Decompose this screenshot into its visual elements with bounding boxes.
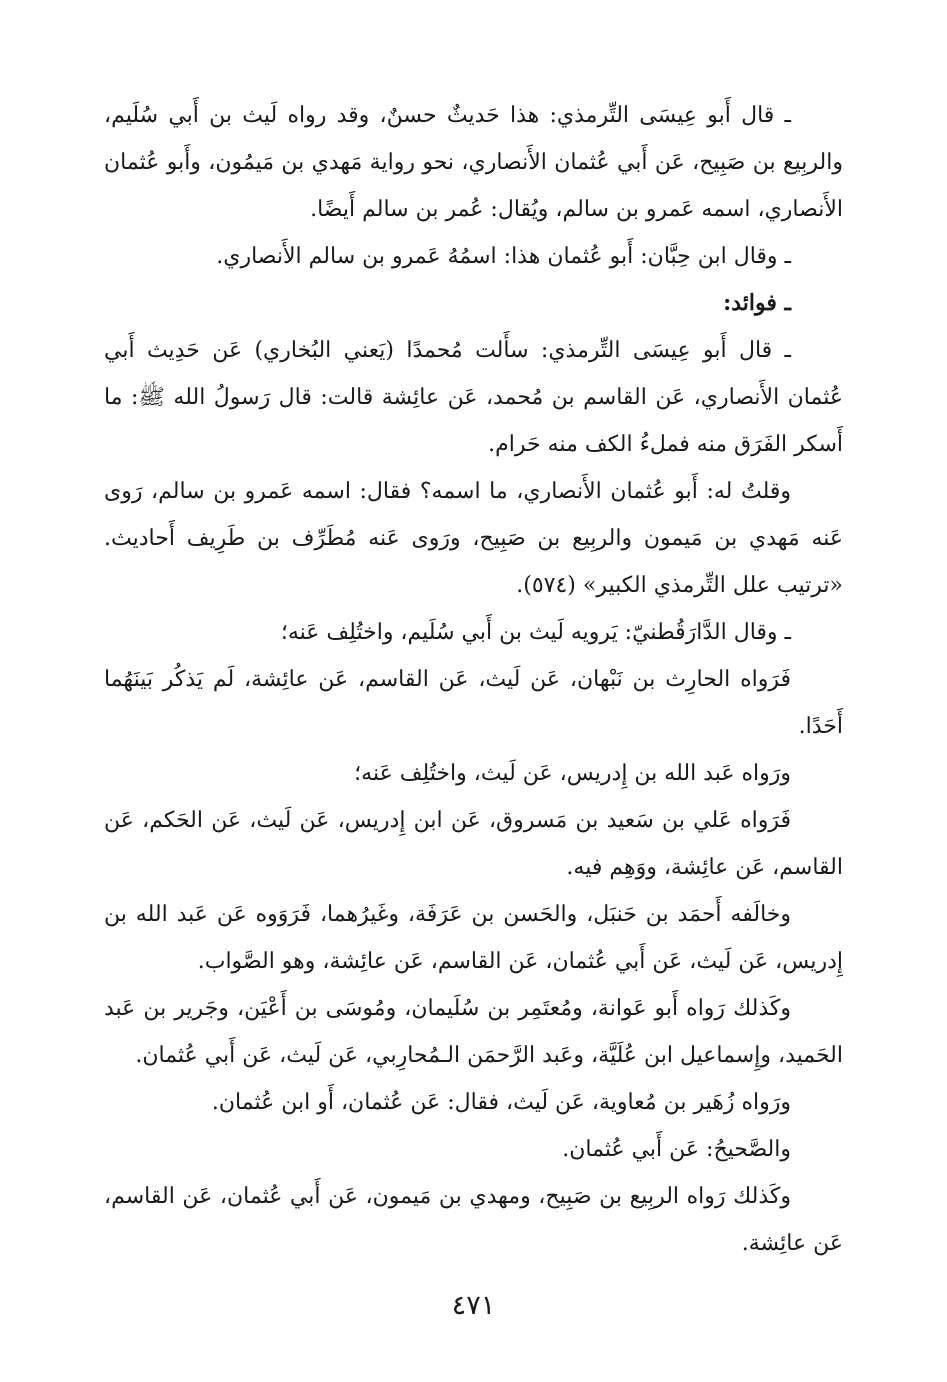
paragraph-ahmad-dissent: وخالَفه أَحمَد بن حَنبَل، والحَسن بن عَرَفَة، وغَيرُهما، فَرَوَوه عَن عَبد الله بن إِدريس، عَن لَيث، عَن أَبي عُثمان، عَن القاسم، عَن عائِشة، وهو الصَّواب. xyxy=(104,902,843,974)
paragraph-daraqutni: ـ وقال الدَّارَقُطنيّ: يَرويه لَيث بن أَبي سُلَيم، واختُلِف عَنه؛ xyxy=(280,620,791,645)
paragraph-abu-awana: وكَذلك رَواه أَبو عَوانة، ومُعتَمِر بن سُلَيمان، ومُوسَى بن أَعْيَن، وجَرير بن عَبد الحَميد، وإِسماعيل ابن عُلَيَّة، وعَبد الرَّحمَن الـمُحارِبي، عَن لَيث، عَن أَبي عُثمان. xyxy=(104,996,843,1068)
paragraph-sahih: والصَّحيحُ: عَن أَبي عُثمان. xyxy=(562,1137,791,1162)
paragraph-zuhair: ورَواه زُهَير بن مُعاوية، عَن لَيث، فقال: عَن عُثمان، أَو ابن عُثمان. xyxy=(211,1090,791,1115)
paragraph-rabi-mahdi: وكَذلك رَواه الربِيع بن صَبِيح، ومهدي بن مَيمون، عَن أَبي عُثمان، عَن القاسم، عَن عائِشة. xyxy=(104,1184,843,1256)
paragraph-ibn-hibban: ـ وقال ابن حِبَّان: أَبو عُثمان هذا: اسمُهُ عَمرو بن سالم الأَنصاري. xyxy=(216,244,791,269)
page-number: ٤٧١ xyxy=(451,1290,496,1321)
paragraph-ibn-idris: ورَواه عَبد الله بن إِدريس، عَن لَيث، واختُلِف عَنه؛ xyxy=(354,761,791,786)
section-heading-fawaid: ـ فوائد: xyxy=(723,290,791,316)
paragraph-ali-ibn-said: فَرَواه عَلي بن سَعيد بن مَسروق، عَن ابن إِدريس، عَن لَيث، عَن الحَكم، عَن القاسم، عَن عائِشة، ووَهِم فيه. xyxy=(104,808,843,880)
paragraph-tirmidhi-bukhari: ـ قال أَبو عِيسَى التِّرمذي: سأَلت مُحمدًا (يَعني البُخاري) عَن حَدِيث أَبي عُثمان الأَنصاري، عَن القاسم بن مُحمد، عَن عائِشة قالت: قال رَسولُ الله ﷺ: ما أَسكر الفَرَق منه فملءُ الكف منه حَرام. xyxy=(104,338,843,457)
paragraph-harith-narration: فَرَواه الحارِث بن نَبْهان، عَن لَيث، عَن القاسم، عَن عائِشة، لَم يَذكُر بَينَهُما أَحَدًا. xyxy=(104,667,843,739)
page-body xyxy=(104,92,843,1267)
paragraph-tirmidhi-comment: ـ قال أَبو عِيسَى التِّرمذي: هذا حَديثٌ حسنٌ، وقد رواه لَيث بن أَبي سُلَيم، والربِيع بن صَبِيح، عَن أَبي عُثمان الأَنصاري، نحو رواية مَهدي بن مَيمُون، وأَبو عُثمان الأَنصاري، اسمه عَمرو بن سالم، ويُقال: عُمر بن سالم أَيضًا. xyxy=(104,103,843,222)
paragraph-tirmidhi-question: وقلتُ له: أَبو عُثمان الأَنصاري، ما اسمه؟ فقال: اسمه عَمرو بن سالم، رَوى عَنه مَهدي بن مَيمون والربِيع بن صَبِيح، ورَوى عَنه مُطَرِّف بن طَرِيف أَحاديث. «ترتيب علل التِّرمذي الكبير» (٥٧٤). xyxy=(104,479,843,598)
